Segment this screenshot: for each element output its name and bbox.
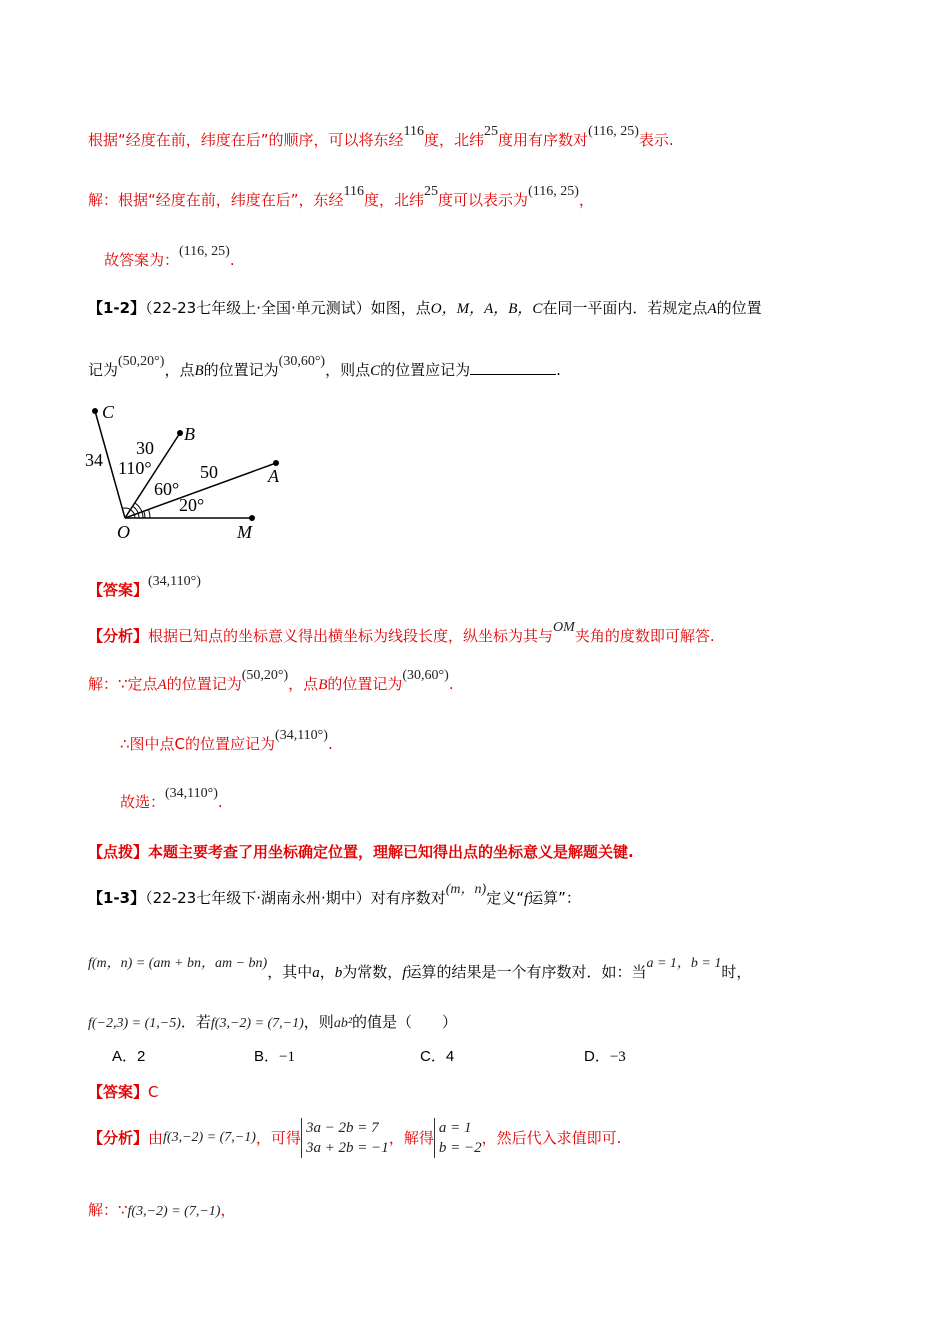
text: ，解得 [388,1129,434,1147]
text: 度，北纬 [364,191,425,209]
length-oa: 50 [200,462,218,482]
tip-text: 本题主要考查了用坐标确定位置，理解已知得出点的坐标意义是解题关键. [148,843,634,861]
text: . [229,251,235,269]
text: . [327,735,333,753]
analysis-1-3 [88,1118,621,1158]
text: 由 [148,1129,164,1147]
math-pos-c: (34,110°) [275,728,328,743]
intro-line-3 [104,244,235,272]
answer-1-3 [88,1082,159,1102]
math-pos-a: (50,20°) [118,354,165,369]
math-pos-a: (50,20°) [241,668,289,683]
label-b: B [184,424,195,444]
math-given: f(3,−2) = (7,−1) [163,1130,256,1145]
text: 为常数， [342,963,403,981]
point-m-dot [249,515,255,521]
text: 如图，点 [370,299,431,317]
math-pair: (116, 25) [179,244,230,259]
text: ， [319,963,335,981]
text: 解：根据“经度在前，纬度在后”，东经 [88,191,344,209]
point-c: C [370,363,381,379]
text: ， [220,1201,236,1219]
text: 的值是（ ） [352,1013,458,1031]
question-tag: 【1-2】 [88,299,146,317]
option-b[interactable] [254,1045,295,1066]
question-source: （22-23七年级下·湖南永州·期中） [145,889,371,907]
math-116: 116 [343,184,365,199]
text: 的位置记为 [166,675,242,693]
question-1-3-line-3 [88,1012,457,1034]
point-a: A [157,677,167,693]
point-b-dot [177,430,183,436]
solution-1: a = 1 [438,1120,472,1136]
point-c-dot [92,408,98,414]
text: 在同一平面内．若规定点 [542,299,708,317]
text: 的位置 [716,299,762,317]
option-value: −3 [609,1049,626,1065]
answer-value: (34,110°) [148,574,201,589]
length-oc: 34 [85,450,103,470]
math-given: f(3,−2) = (7,−1) [210,1016,304,1031]
text: 夹角的度数即可解答. [574,627,715,645]
answer-label: 【答案】 [88,581,149,599]
text: ，则点 [325,361,371,379]
question-1-2-line-1 [88,298,762,319]
text: 度可以表示为 [438,191,529,209]
label-c: C [102,402,115,422]
analysis-1-2 [88,620,715,648]
option-key: B． [254,1048,280,1065]
text: 故答案为： [104,251,180,269]
point-b: B [194,363,204,379]
point-b: B [318,677,328,693]
option-a[interactable] [112,1045,145,1066]
math-pos-c: (34,110°) [165,786,218,801]
text: ， [578,191,594,209]
text: 运算的结果是一个有序数对．如：当 [406,963,647,981]
option-key: D． [584,1048,610,1065]
text: ∴图中点C的位置应记为 [120,735,276,753]
solution-1-3-line-1 [88,1200,235,1222]
label-o: O [117,522,130,542]
math-ab2: ab² [333,1016,353,1031]
solution-2: b = −2 [438,1140,482,1156]
question-tag: 【1-3】 [88,889,146,907]
text: 的位置记为 [327,675,403,693]
equation-system [301,1118,389,1158]
text: 度用有序数对 [498,131,589,149]
math-mn: (m，n) [445,882,487,897]
analysis-label: 【分析】 [88,627,149,645]
option-value: 2 [137,1048,146,1065]
text: 的位置记为 [203,361,279,379]
text: 对有序数对 [370,889,446,907]
option-key: C． [420,1048,446,1065]
answer-value: C [148,1083,159,1101]
equation-1: 3a − 2b = 7 [305,1120,379,1136]
text: ，其中 [267,963,313,981]
solution-1-2-line-2 [120,728,333,756]
text: . [448,675,454,693]
text: . [556,361,561,379]
arc-20b [149,509,151,518]
answer-label: 【答案】 [88,1083,149,1101]
math-example: f(−2,3) = (1,−5) [88,1016,181,1031]
analysis-label: 【分析】 [88,1129,149,1147]
text: 解：∵定点 [88,675,158,693]
math-pos-b: (30,60°) [402,668,449,683]
math-pair: (116, 25) [528,184,579,199]
math-given: f(3,−2) = (7,−1) [127,1204,221,1219]
text: ，可得 [255,1129,301,1147]
text: 的位置应记为 [380,361,471,379]
length-ob: 30 [136,438,154,458]
answer-blank [470,360,556,375]
intro-line-1 [88,124,674,152]
label-m: M [237,522,252,542]
math-condition: a = 1，b = 1 [646,956,722,971]
math-f: f [523,891,529,907]
text: 定义“ [486,889,524,907]
math-b: b [334,965,343,981]
math-a: a [312,965,320,981]
option-c[interactable] [420,1045,454,1066]
tip-1-2 [88,842,634,862]
math-formula: f(m，n) = (am + bn，am − bn) [88,956,268,971]
math-pair: (116, 25) [588,124,639,139]
option-key: A． [112,1048,138,1065]
solution-1-2-line-3 [120,786,223,814]
tip-label: 【点拨】 [88,843,149,861]
arc-20 [144,511,145,518]
angle-aoc: 110° [118,458,152,478]
label-a: A [268,466,279,486]
text: ．若 [180,1013,211,1031]
math-25: 25 [424,184,439,199]
text: 根据已知点的坐标意义得出横坐标为线段长度，纵坐标为其与 [148,627,554,645]
math-pos-b: (30,60°) [278,354,326,369]
question-source: （22-23七年级上·全国·单元测试） [145,299,371,317]
text: ，则 [303,1013,334,1031]
question-1-2-line-2 [88,354,561,382]
equation-2: 3a + 2b = −1 [305,1140,389,1156]
math-25: 25 [484,124,499,139]
text: 根据“经度在前，纬度在后”的顺序，可以将东经 [88,131,404,149]
option-value: −1 [279,1049,295,1065]
angle-aom: 20° [179,495,205,515]
solution-1-2-line-1 [88,668,454,696]
text: 度，北纬 [424,131,485,149]
points: O，M，A，B，C [430,301,543,317]
math-f: f [402,965,407,981]
text: 表示. [638,131,674,149]
option-value: 4 [445,1048,455,1065]
math-om: OM [553,620,575,635]
text: 运算”： [528,889,581,907]
question-1-3-line-1 [88,882,581,910]
intro-line-2 [88,184,594,212]
text: 解：∵ [88,1201,128,1219]
text: ，然后代入求值即可. [481,1129,622,1147]
angle-bom: 60° [154,479,180,499]
question-1-3-line-2 [88,956,752,984]
text: 故选： [120,793,166,811]
option-d[interactable] [584,1045,626,1066]
text: 记为 [88,361,119,379]
math-116: 116 [403,124,425,139]
text: ，点 [288,675,319,693]
point-a: A [707,301,717,317]
angle-figure [80,398,300,548]
text: ，点 [164,361,195,379]
text: 时， [721,963,752,981]
text: . [217,793,223,811]
solution-system [434,1118,482,1158]
answer-1-2 [88,574,201,602]
